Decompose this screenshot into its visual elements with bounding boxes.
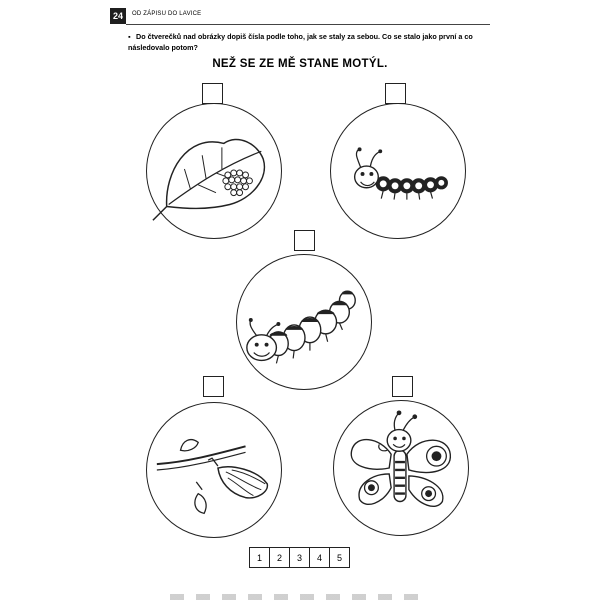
number-scale-cell: 3 — [289, 547, 310, 568]
answer-box-chrysalis[interactable] — [203, 376, 224, 397]
answer-box-large-caterpillar[interactable] — [294, 230, 315, 251]
instruction — [128, 31, 492, 53]
number-scale-cell: 5 — [329, 547, 350, 568]
picture-chrysalis — [146, 402, 282, 538]
picture-butterfly — [333, 400, 469, 536]
answer-box-leaf[interactable] — [202, 83, 223, 104]
page-number: 24 — [110, 8, 126, 24]
picture-small-caterpillar — [330, 103, 466, 239]
chrysalis-icon — [147, 403, 281, 537]
butterfly-icon — [334, 401, 468, 535]
answer-box-butterfly[interactable] — [392, 376, 413, 397]
number-scale-cell: 2 — [269, 547, 290, 568]
number-scale-cell: 4 — [309, 547, 330, 568]
large-caterpillar-icon — [237, 255, 371, 389]
section-label: OD ZÁPISU DO LAVICE — [132, 11, 202, 17]
picture-leaf-with-eggs — [146, 103, 282, 239]
small-caterpillar-icon — [331, 104, 465, 238]
header-divider — [126, 24, 490, 25]
bullet-icon: ▪ — [128, 32, 131, 41]
picture-large-caterpillar — [236, 254, 372, 390]
footer-decoration — [170, 594, 430, 600]
number-scale-cell: 1 — [249, 547, 270, 568]
answer-box-small-caterpillar[interactable] — [385, 83, 406, 104]
number-scale — [250, 547, 350, 568]
page-title: NEŽ SE ZE MĚ STANE MOTÝL. — [212, 58, 388, 70]
instruction-text: Do čtverečků nad obrázky dopiš čísla podle toho, jak se staly za sebou. Co se stalo jako první a co následovalo potom? — [128, 32, 473, 52]
leaf-with-eggs-icon — [147, 104, 281, 238]
